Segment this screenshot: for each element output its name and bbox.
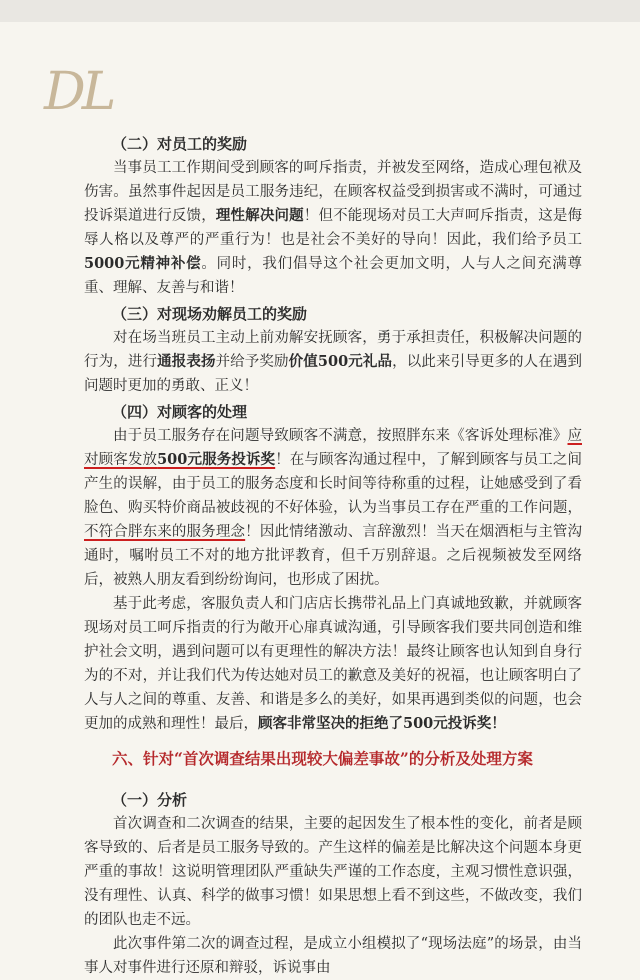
paragraph-analysis-1: 首次调查和二次调查的结果，主要的起因发生了根本性的变化，前者是顾客导致的、后者是员工服务导致的。产生这样的偏差是比解决这个问题本身更严重的事故！这说明管理团队严重缺失严谨的工作态度，主观习惯性意识强，没有理性、认真、科学的做事习惯！如果思想上看不到这些，不做改变，我们的团队也走不远。 [84, 815, 582, 928]
paragraph-onsite-reward: 对在场当班员工主动上前劝解安抚顾客，勇于承担责任，积极解决问题的行为，进行通报表扬并给予奖励价值500元礼品，以此来引导更多的人在遇到问题时更加的勇敢、正义！ [84, 330, 583, 394]
heading-employee-reward: （二）对员工的奖励 [112, 135, 248, 153]
paragraph-customer-handling-2: 基于此考虑，客服负责人和门店店长携带礼品上门真诚地致歉，并就顾客现场对员工呵斥指责的行为敞开心扉真诚沟通，引导顾客我们要共同创造和维护社会文明，遇到问题可以有更理性的解决方法！最终让顾客也认知到自身行为的不对，并让我们代为传达她对员工的歉意及美好的祝福，也让顾客明白了人与人之间的尊重、友善、和谐是多么的美好，如果再遇到类似的问题，也会更加的成熟和理性！最后，顾客非常坚决的拒绝了500元投诉奖！ [84, 596, 582, 732]
heading-analysis: （一）分析 [112, 790, 188, 809]
heading-onsite-reward: （三）对现场劝解员工的奖励 [112, 305, 308, 323]
paragraph-employee-reward: 当事员工工作期间受到顾客的呵斥指责，并被发至网络，造成心理包袱及伤害。虽然事件起因是员工服务违纪，在顾客权益受到损害或不满时，可通过投诉渠道进行反馈，理性解决问题！但不能现场对员工大声呵斥指责，这是侮辱人格以及尊严的严重行为！也是社会不美好的导向！因此，我们给予员工5000元精神补偿。同时，我们倡导这个社会更加文明，人与人之间充满尊重、理解、友善与和谐！ [84, 160, 583, 296]
heading-customer-handling: （四）对顾客的处理 [112, 403, 248, 421]
section-six-heading: 六、针对“首次调查结果出现较大偏差事故”的分析及处理方案 [112, 749, 533, 768]
paragraph-customer-handling-1: 由于员工服务存在问题导致顾客不满意，按照胖东来《客诉处理标准》应对顾客发放500元服务投诉奖！在与顾客沟通过程中，了解到顾客与员工之间产生的误解，由于员工的服务态度和长时间等待称重的过程，让她感受到了看脸色、购买特价商品被歧视的不好体验，认为当事员工存在严重的工作问题，不符合胖东来的服务理念！因此情绪激动、言辞激烈！当天在烟酒柜与主管沟通时，嘱咐员工不对的地方批评教育，但千万别辞退。之后视频被发至网络后，被熟人朋友看到纷纷询问，也形成了困扰。 [84, 428, 583, 588]
company-logo: DL [44, 62, 113, 122]
paragraph-analysis-2: 此次事件第二次的调查过程，是成立小组模拟了“现场法庭”的场景，由当事人对事件进行还原和辩驳，诉说事由 [84, 935, 582, 976]
document-body [84, 132, 582, 980]
top-bar [0, 0, 640, 22]
